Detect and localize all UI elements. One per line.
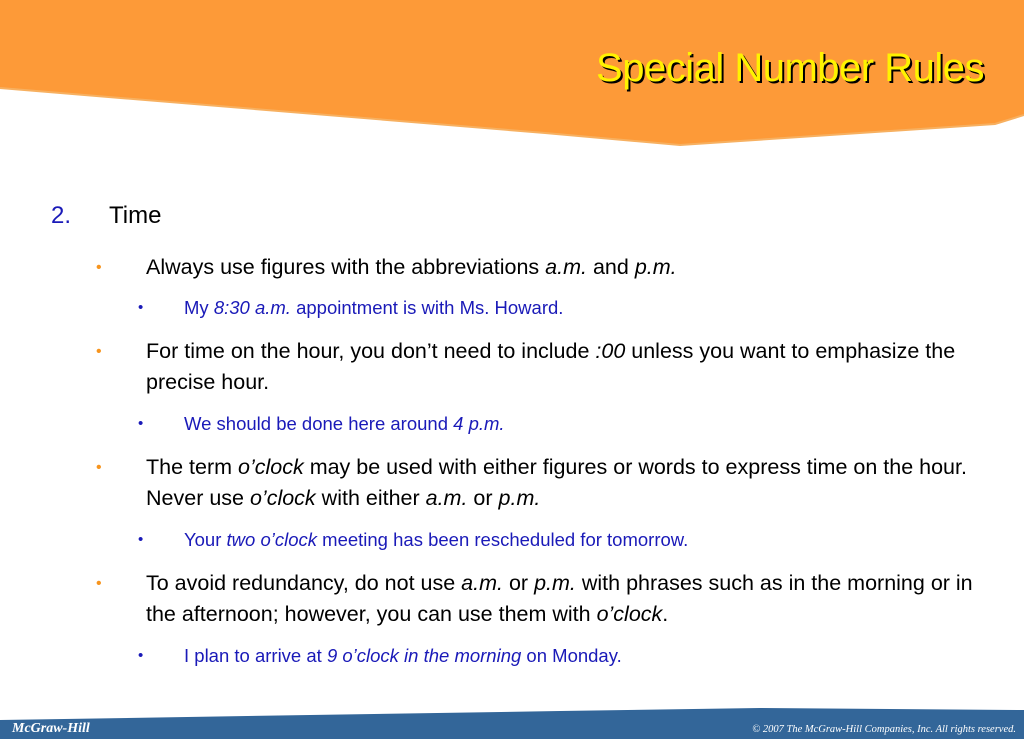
rule-text: The term o’clock may be used with either figures or words to express time on the hour. Never use o’clock with either a.m. or p.m. — [146, 455, 967, 510]
bullet-icon: • — [96, 259, 102, 276]
bullet-icon: • — [96, 575, 102, 592]
sub-bullet-icon: • — [138, 299, 144, 316]
section-label: Time — [109, 202, 162, 229]
copyright-notice: © 2007 The McGraw-Hill Companies, Inc. All rights reserved. — [752, 724, 1016, 735]
publisher-logo-text: McGraw-Hill — [12, 721, 90, 736]
example-text: We should be done here around 4 p.m. — [184, 413, 505, 434]
sub-bullet-icon: • — [138, 647, 144, 664]
bullet-icon: • — [96, 459, 102, 476]
example-text: My 8:30 a.m. appointment is with Ms. Howard. — [184, 297, 564, 318]
slide-title: Special Number Rules — [596, 46, 984, 90]
rule-text: To avoid redundancy, do not use a.m. or p.m. with phrases such as in the morning or in the afternoon; however, you can use them with o’clock. — [146, 571, 973, 626]
section-number: 2. — [51, 202, 72, 229]
rule-text: For time on the hour, you don’t need to include :00 unless you want to emphasize the precise hour. — [146, 339, 956, 394]
example-text: I plan to arrive at 9 o’clock in the morning on Monday. — [184, 645, 622, 666]
example-text: Your two o’clock meeting has been rescheduled for tomorrow. — [184, 529, 689, 550]
rule-text: Always use figures with the abbreviations a.m. and p.m. — [146, 255, 677, 279]
bullet-icon: • — [96, 343, 102, 360]
sub-bullet-icon: • — [138, 415, 144, 432]
sub-bullet-icon: • — [138, 531, 144, 548]
